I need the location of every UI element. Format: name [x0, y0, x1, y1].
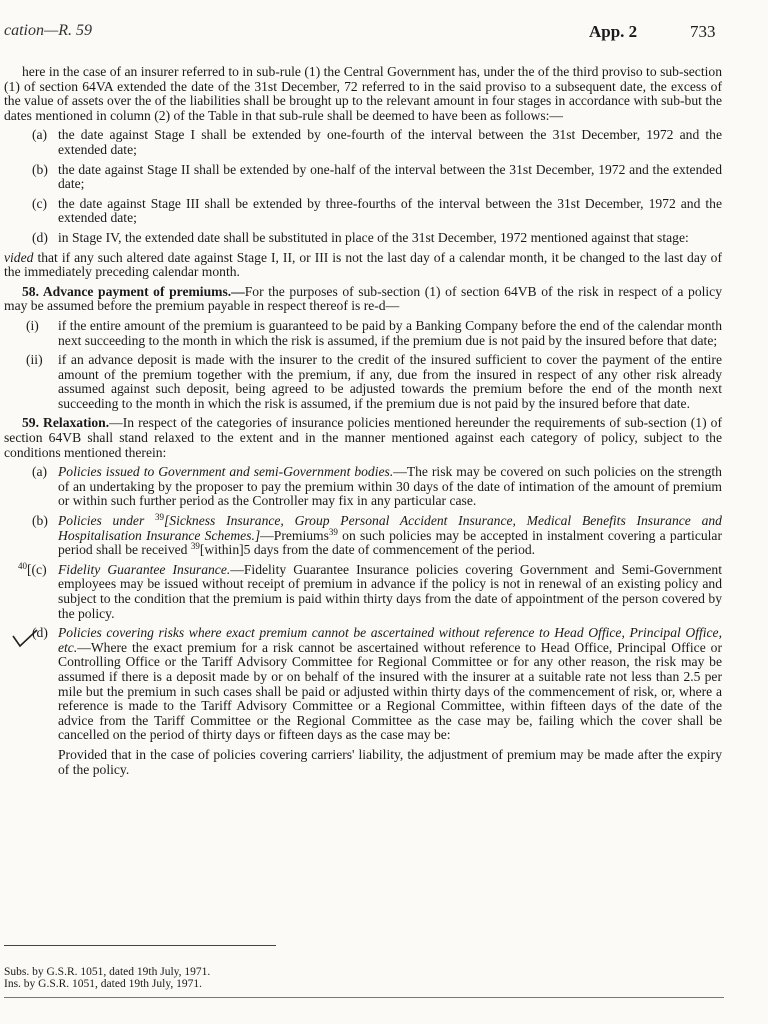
- rule-59-text: —In respect of the categories of insurance policies mentioned hereunder the requirements of sub-section (1) of section 64VB shall stand relaxed to the extent and in the manner mentioned against each category of policy, subject to the conditions mentioned therein:: [4, 415, 723, 460]
- item-marker: (d): [32, 625, 48, 641]
- running-head: cation—R. 59: [4, 22, 92, 39]
- rule-59-item-c: [4, 560, 722, 621]
- item-marker: (a): [32, 127, 48, 143]
- appendix-label: App. 2: [589, 22, 638, 41]
- item-title: [Sickness Insurance, Group Personal Accident Insurance, Medical Benefits Insurance and Hospitalisation Insurance Schemes.]: [58, 513, 722, 543]
- item-text: —Fidelity Guarantee Insurance policies covering Government and Semi-Government employees may be issued without receipt of premium in advance if the policy is not in renewal of an existing policy and subject to the condition that the premium is paid within thirty days from the date of appointment of the person covered by the policy.: [58, 561, 722, 621]
- footnote-ref: 39: [328, 526, 338, 537]
- rule-58-text: For the purposes of sub-section (1) of section 64VB of the risk in respect of a policy may be assumed before the premium payable in respect thereof is re-d—: [4, 283, 722, 314]
- stage-item-c: [4, 197, 722, 226]
- rule-58-paragraph: [4, 285, 722, 314]
- rule-59-item-a: [4, 465, 722, 509]
- page-body: [4, 65, 722, 782]
- rule-59-item-d: [4, 626, 722, 743]
- rule-59-proviso: Provided that in the case of policies covering carriers' liability, the adjustment of premium may be made after the expiry of the policy.: [58, 746, 722, 777]
- item-text: the date against Stage II shall be extended by one-half of the interval between the 31st December, 1972 and the extended date;: [58, 161, 722, 192]
- item-text: in Stage IV, the extended date shall be substituted in place of the 31st December, 1972 mentioned against that stage:: [58, 229, 689, 245]
- rule-59-heading: 59. Relaxation.: [22, 415, 110, 431]
- footnote-40: Ins. by G.S.R. 1051, dated 19th July, 1971.: [4, 978, 202, 990]
- item-marker: [(c): [27, 561, 47, 577]
- item-marker-wrap: [18, 560, 47, 578]
- footnote-ref: 39: [190, 541, 200, 552]
- intro-paragraph: here in the case of an insurer referred to in sub-rule (1) the Central Government has, under the of the third proviso to sub-section (1) of section 64VA extended the date of the 31st December, 72 referred to in the said proviso to a subsequent date, the excess of the value of assets over the of the liabilities shall be brought up to the relevant amount in four stages in accordance with sub-but the dates mentioned in column (2) of the Table in that sub-rule shall be deemed to have been as follows:—: [4, 64, 722, 123]
- rule-59-paragraph: [4, 416, 722, 460]
- proviso-text: that if any such altered date against Stage I, II, or III is not the last day of a calendar month, it be changed to the last day of the immediately preceding calendar month.: [4, 249, 722, 280]
- item-title: Policies covering risks where exact premium cannot be ascertained without reference to Head Office, Principal Office, etc.: [58, 625, 722, 655]
- stage-item-d: [4, 231, 722, 246]
- stage-item-a: [4, 128, 722, 157]
- rule-58-heading: 58. Advance payment of premiums.—: [22, 283, 245, 299]
- item-marker: (d): [32, 229, 48, 245]
- rule-58-item-ii: [4, 353, 722, 411]
- item-text-pre: —Premiums: [260, 527, 329, 543]
- item-text: —The risk may be covered on such policies on the strength of an undertaking by the proposer to pay the premium within 30 days of the date of intimation of the amount of premium or within such further period as the Controller may fix in any particular case.: [58, 464, 722, 509]
- page-number: 733: [690, 22, 716, 41]
- item-text: —Where the exact premium for a risk cannot be ascertained without reference to Head Office, Principal Office or Controlling Office or the Tariff Advisory Committee for Regional Committee or for any other reason, the risk may be assumed if there is a deposit made by or on behalf of the insured with the insurer at a suitable rate not less than 2.5 per mile but the premium in such cases shall be paid or adjusted within thirty days of the commencement of risk, or, where a reference is made to the Tariff Advisory Committee or a Regional Committee, within fifteen days of the date of the advice from the Tariff Committee or the Regional Committee as the case may be, failing which the cover shall be cancelled on the period of thirty days or fifteen days as the case may be:: [58, 639, 722, 743]
- item-text: if an advance deposit is made with the insurer to the credit of the insured sufficient to cover the payment of the entire amount of the premium together with the premium, if any, due from the insured in respect of any other risk already assumed against such deposit, being agreed to be adjusted towards the premium before the end of the month next succeeding to the month in which the risk is assumed, if the premium due is not paid by the insured before that date.: [58, 352, 722, 411]
- footnote-39: Subs. by G.S.R. 1051, dated 19th July, 1971.: [4, 966, 211, 978]
- item-marker: (ii): [26, 352, 43, 368]
- item-marker: (b): [32, 161, 48, 177]
- stage-item-b: [4, 163, 722, 192]
- rule-59-item-b: [4, 514, 722, 558]
- page-header: [4, 22, 720, 44]
- item-marker: (i): [26, 317, 39, 333]
- item-marker: (c): [32, 195, 48, 211]
- footnote-divider: [4, 945, 276, 946]
- proviso-paragraph: [4, 251, 722, 280]
- item-text: the date against Stage III shall be extended by three-fourths of the interval between the 31st December, 1972 and the extended date;: [58, 195, 722, 226]
- item-text-post: [within]5 days from the date of commencement of the period.: [199, 542, 536, 558]
- item-title: Policies issued to Government and semi-Government bodies.: [58, 464, 394, 480]
- item-text: the date against Stage I shall be extended by one-fourth of the interval between the 31st December, 1972 and the extended date;: [58, 127, 722, 157]
- item-title-pre: Policies under: [58, 513, 155, 529]
- item-text: if the entire amount of the premium is guaranteed to be paid by a Banking Company before the end of the calendar month next succeeding to the month in which the risk is assumed, if the premium due is not paid by the insured before that date;: [58, 317, 722, 348]
- footnote-ref: 39: [154, 512, 164, 523]
- item-text: on such policies may be accepted in instalment covering a particular period shall be received: [58, 527, 722, 558]
- proviso-lead: vided: [4, 249, 34, 265]
- item-marker: (a): [32, 464, 48, 480]
- bottom-divider: [4, 997, 724, 998]
- rule-58-item-i: [4, 319, 722, 348]
- item-title: Fidelity Guarantee Insurance.: [58, 561, 231, 577]
- item-marker: (b): [32, 513, 48, 529]
- footnote-ref: 40: [18, 560, 27, 571]
